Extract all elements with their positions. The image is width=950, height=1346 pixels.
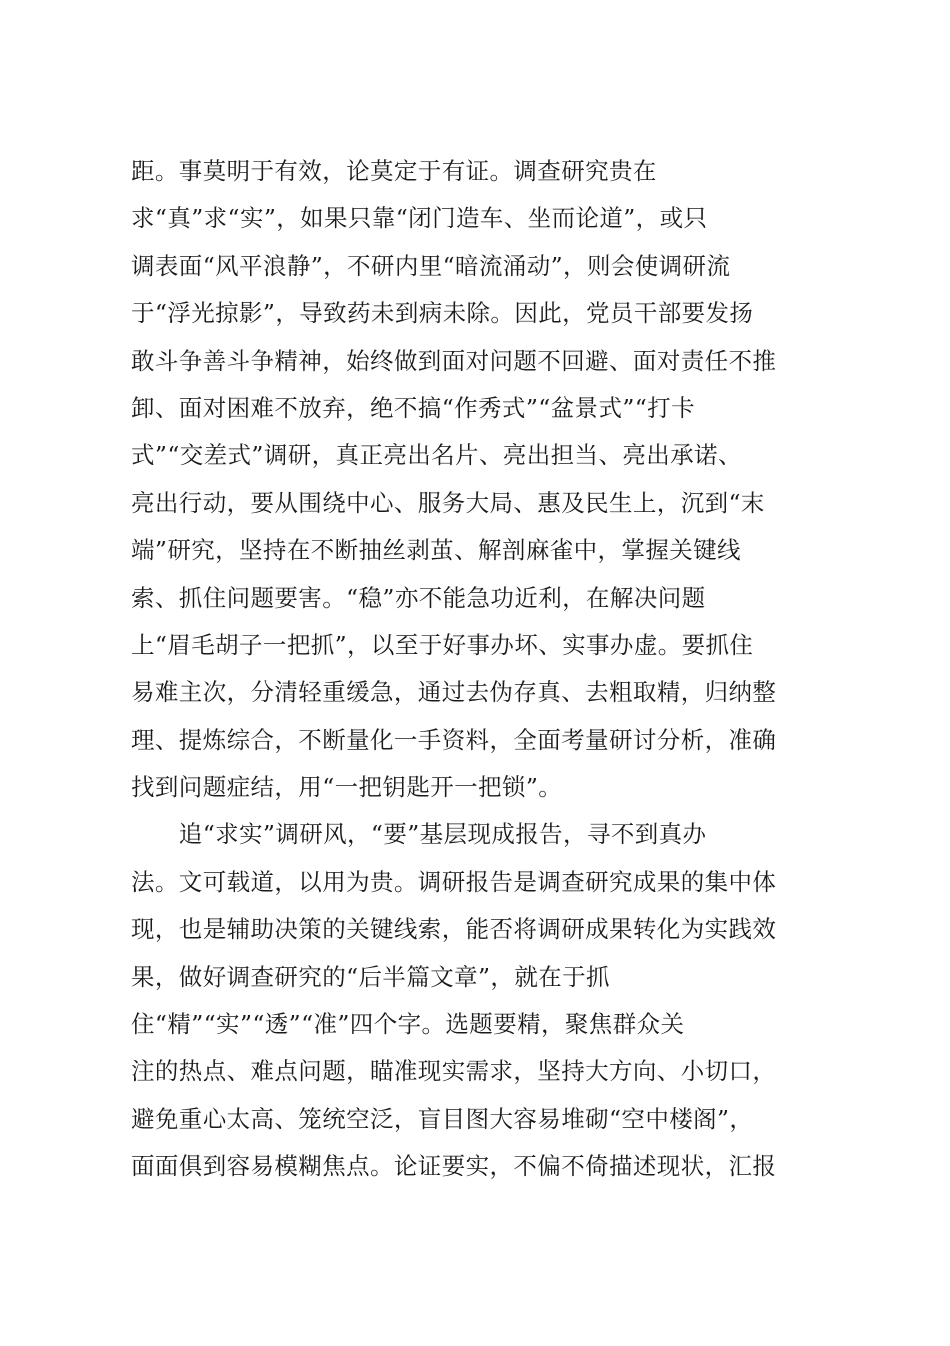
text-line: 上“眉毛胡子一把抓”，以至于好事办坏、实事办虚。要抓住 [131, 630, 754, 659]
text-line: 理、提炼综合，不断量化一手资料，全面考量研讨分析，准确 [131, 725, 777, 754]
text-line: 现，也是辅助决策的关键线索，能否将调研成果转化为实践效 [131, 915, 777, 944]
text-line: 避免重心太高、笼统空泛，盲目图大容易堆砌“空中楼阁”， [131, 1104, 754, 1133]
text-line: 法。文可载道，以用为贵。调研报告是调查研究成果的集中体 [131, 867, 777, 896]
text-line: 求“真”求“实”，如果只靠“闭门造车、坐而论道”，或只 [131, 204, 708, 233]
text-line: 端”研究，坚持在不断抽丝剥茧、解剖麻雀中，掌握关键线 [131, 536, 741, 565]
text-line: 找到问题症结，用“一把钥匙开一把锁”。 [131, 773, 563, 802]
body-text [131, 148, 831, 1191]
text-line: 易难主次，分清轻重缓急，通过去伪存真、去粗取精，归纳整 [131, 678, 777, 707]
text-line: 住“精”“实”“透”“准”四个字。选题要精，聚焦群众关 [131, 1010, 685, 1039]
text-line: 调表面“风平浪静”，不研内里“暗流涌动”，则会使调研流 [131, 251, 731, 280]
text-line: 距。事莫明于有效，论莫定于有证。调查研究贵在 [131, 157, 657, 185]
text-line: 索、抓住问题要害。“稳”亦不能急功近利，在解决问题 [131, 583, 706, 612]
text-line: 注的热点、难点问题，瞄准现实需求，坚持大方向、小切口， [131, 1057, 777, 1086]
text-line: 亮出行动，要从围绕中心、服务大局、惠及民生上，沉到“末 [131, 488, 765, 517]
text-line: 式”“交差式”调研，真正亮出名片、亮出担当、亮出承诺、 [131, 441, 742, 470]
text-line: 面面俱到容易模糊焦点。论证要实，不偏不倚描述现状，汇报 [131, 1152, 777, 1181]
paragraph-start-line: 追“求实”调研风，“要”基层现成报告，寻不到真办 [131, 820, 707, 849]
text-line: 于“浮光掠影”，导致药未到病未除。因此，党员干部要发扬 [131, 299, 754, 328]
text-line: 果，做好调查研究的“后半篇文章”，就在于抓 [131, 962, 610, 991]
text-line: 敢斗争善斗争精神，始终做到面对问题不回避、面对责任不推 [131, 346, 777, 375]
text-line: 卸、面对困难不放弃，绝不搞“作秀式”“盆景式”“打卡 [131, 393, 695, 422]
